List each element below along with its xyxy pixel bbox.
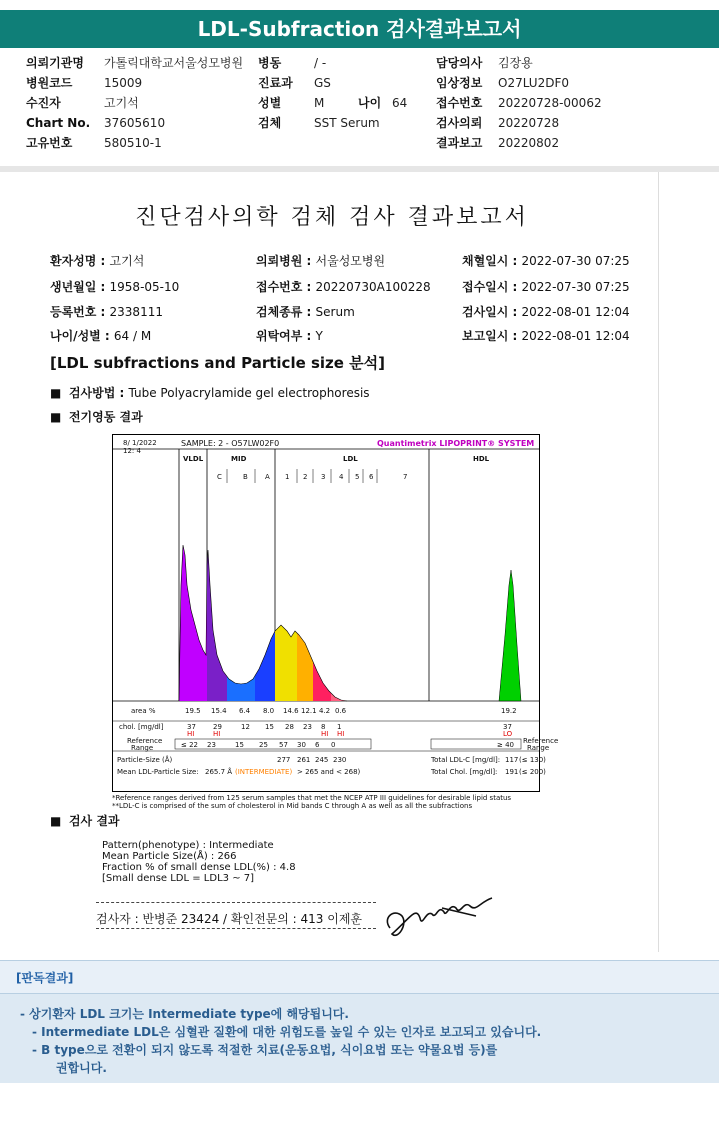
row-label-ref: Range [131,744,154,752]
particle-size-value: 261 [297,756,311,764]
reference-value: 0 [331,741,336,749]
bullet-icon: ■ [50,386,69,400]
value: 2338111 [109,305,163,319]
label: 보고일시 : [462,329,522,343]
reference-value: 30 [297,741,306,749]
result-item: [Small dense LDL = LDL3 ~ 7] [102,873,255,884]
value: / - [314,56,327,70]
row-label-chol: chol. [mg/dl] [119,723,164,731]
value: 1958-05-10 [109,280,180,294]
band-label: 3 [321,473,326,481]
interpretation-title: [판독결과] [16,971,74,985]
chol-value: 37 [187,723,196,731]
area-value: 8.0 [263,707,275,715]
band-label: 2 [303,473,308,481]
label: Chart No. [26,116,91,130]
interpretation-line: 권합니다. [56,1061,107,1075]
hdl-reference-value: ≥ 40 [497,741,514,749]
chol-value: 12 [241,723,250,731]
label: 병동 [258,56,282,70]
patient-dob [50,278,179,295]
interpretation-line: - B type으로 전환이 되지 않도록 적절한 치료(운동요법, 식이요법 또는 약물요법 등)를 [32,1043,498,1057]
label: 접수번호 [436,96,483,110]
label: 임상정보 [436,76,483,90]
area-value: 4.2 [319,707,331,715]
particle-size-value: 245 [315,756,329,764]
bullet-icon: ■ [50,410,69,424]
particle-size-value: 277 [277,756,291,764]
value: 서울성모병원 [315,254,386,268]
label: 성별 [258,96,282,110]
profile-fraction [275,625,297,701]
label: 의뢰기관명 [26,56,84,70]
chart-brand: Quantimetrix LIPOPRINT® SYSTEM [377,439,535,448]
report-title-bar: LDL-Subfraction 검사결과보고서 [0,10,719,48]
value: SST Serum [314,116,380,130]
chart-sample: SAMPLE: 2 - O57LW02F0 [181,439,280,448]
profile-fraction [179,545,207,701]
value: 20220802 [498,136,560,150]
profile-fraction [331,693,347,701]
lipoprint-chart [112,434,559,792]
patient-name [50,252,144,269]
reference-value: 15 [235,741,244,749]
req-receipt [256,278,431,295]
label: 검사방법 : [68,386,129,400]
value: 2022-08-01 12:04 [521,329,630,343]
mean-ldl-class: (INTERMEDIATE) [235,768,293,776]
result-item: Mean Particle Size(Å) : 266 [102,851,237,862]
value: 김장용 [498,56,533,70]
mean-ldl-value: 265.7 Å [205,768,233,776]
chart-time: 12: 4 [123,447,141,455]
band-label: C [217,473,222,481]
footnotes [112,794,511,810]
value: 고기석 [104,96,139,110]
value: GS [314,76,331,90]
patient-agesex [50,327,151,344]
dashed-divider [96,928,376,929]
total-chol-ref: (≤ 200) [519,768,546,776]
profile-fraction [255,631,275,701]
header-info [0,48,719,167]
band-label: 4 [339,473,344,481]
value: Tube Polyacrylamide gel electrophoresis [128,386,370,400]
particle-size-value: 230 [333,756,347,764]
date-collected [462,252,630,269]
profile-fraction [207,550,227,701]
profile-fraction [227,676,255,701]
signature-line: 검사자 : 반병준 23424 / 확인전문의 : 413 이제훈 [96,912,363,926]
reference-value: 57 [279,741,288,749]
band-label: 7 [403,473,408,481]
mean-ldl-range: > 265 and < 268) [297,768,361,776]
footnote: **LDL-C is comprised of the sum of cholesterol in Mid bands C through A as well as all the subfractions [112,802,473,810]
result-item: Fraction % of small dense LDL(%) : 4.8 [102,862,296,873]
req-hospital [256,252,385,269]
label: 고유번호 [26,136,73,150]
band-label: 6 [369,473,374,481]
label: 수진자 [26,96,61,110]
label: 환자성명 : [50,254,110,268]
report-document [6,172,659,952]
result-item: Pattern(phenotype) : Intermediate [102,840,274,851]
method-line [50,384,370,401]
band-label: A [265,473,270,481]
mean-ldl-label: Mean LDL-Particle Size: [117,768,199,776]
label: 전기영동 결과 [68,410,143,424]
footnote: *Reference ranges derived from 125 serum samples that met the NCEP ATP III guidelines for desirable lipid status [112,794,512,802]
particle-size-label: Particle-Size (Å) [117,756,173,764]
value: Y [315,329,323,343]
hdl-peak [499,570,521,701]
value: 2022-07-30 07:25 [521,254,630,268]
label: 채혈일시 : [462,254,522,268]
total-ldl-value: 117 [505,756,519,764]
total-ldl-ref: (≤ 130) [519,756,546,764]
report-title: 진단검사의학 검체 검사 결과보고서 [135,205,529,230]
hdl-chol-value: 37 [503,723,512,731]
ref-label-right: Reference [523,737,559,745]
value: 2022-07-30 07:25 [521,280,630,294]
chol-value: 28 [285,723,294,731]
chol-value: 29 [213,723,222,731]
date-tested [462,303,630,320]
label: 검사의뢰 [436,116,483,130]
value: 64 [392,96,408,110]
value: 2022-08-01 12:04 [521,305,630,319]
result-text [102,840,296,884]
value: 37605610 [104,116,166,130]
ref-box [175,739,371,749]
area-value: 6.4 [239,707,251,715]
chol-value: 15 [265,723,274,731]
label: 나이 [358,96,382,110]
result-line [50,812,120,829]
band-label: 5 [355,473,360,481]
band-label: 1 [285,473,290,481]
interpretation-panel [0,960,719,1083]
reference-value: 25 [259,741,268,749]
label: 생년월일 : [50,280,110,294]
value: 64 / M [113,329,152,343]
label: 결과보고 [436,136,483,150]
chol-value: 1 [337,723,342,731]
reference-value: 6 [315,741,320,749]
chart-svg [113,435,559,791]
date-received [462,278,630,295]
chart-date: 8/ 1/2022 [123,439,157,447]
hdl-area-value: 19.2 [501,707,517,715]
value: 고기석 [109,254,145,268]
region-label-ldl: LDL [343,455,358,463]
value: 20220728-00062 [498,96,602,110]
region-label-hdl: HDL [473,455,490,463]
label: 담당의사 [436,56,483,70]
bullet-icon: ■ [50,814,69,828]
region-label-vldl: VLDL [183,455,204,463]
date-reported [462,327,630,344]
value: M [314,96,325,110]
handwritten-signature [380,888,500,948]
value: 15009 [104,76,143,90]
band-label: B [243,473,248,481]
req-outsourced [256,327,323,344]
interpretation-header [0,961,719,994]
interpretation-line: - Intermediate LDL은 심혈관 질환에 대한 위험도를 높일 수 있는 인자로 보고되고 있습니다. [32,1025,542,1039]
area-value: 14.6 [283,707,299,715]
chol-value: 23 [303,723,312,731]
total-chol-label: Total Chol. [mg/dl]: [431,768,498,776]
label: 검사 결과 [68,814,120,828]
label: 진료과 [258,76,293,90]
req-specimen [256,303,355,320]
area-value: 0.6 [335,707,347,715]
interpretation-line: - 상기환자 LDL 크기는 Intermediate type에 해당됩니다. [20,1007,349,1021]
chol-flag: HI [213,730,221,738]
row-label-area: area % [131,707,156,715]
row-label-ref: Reference [127,737,163,745]
value: 20220728 [498,116,560,130]
label: 검체종류 : [256,305,316,319]
label: 검사일시 : [462,305,522,319]
label: 등록번호 : [50,305,110,319]
total-ldl-label: Total LDL-C [mg/dl]: [431,756,501,764]
region-label-mid: MID [231,455,247,463]
section-title: [LDL subfractions and Particle size 분석] [50,354,386,372]
dashed-divider [96,902,376,903]
label: 병원코드 [26,76,73,90]
label: 위탁여부 : [256,329,316,343]
value: Serum [315,305,355,319]
chol-flag: HI [337,730,345,738]
label: 검체 [258,116,282,130]
value: 20220730A100228 [315,280,431,294]
label: 나이/성별 : [50,329,114,343]
area-value: 12.1 [301,707,317,715]
reference-value: ≤ 22 [181,741,198,749]
chol-flag: HI [321,730,329,738]
label: 접수번호 : [256,280,316,294]
label: 의뢰병원 : [256,254,316,268]
value: O27LU2DF0 [498,76,569,90]
chol-flag: HI [187,730,195,738]
reference-value: 23 [207,741,216,749]
area-value: 19.5 [185,707,201,715]
value: 580510-1 [104,136,162,150]
chol-value: 8 [321,723,326,731]
total-chol-value: 191 [505,768,519,776]
label: 접수일시 : [462,280,522,294]
ref-label-right: Range [527,744,550,752]
hdl-chol-flag: LO [503,730,513,738]
value: 가톨릭대학교서울성모병원 [104,56,244,70]
patient-regno [50,303,163,320]
area-value: 15.4 [211,707,227,715]
electro-line [50,408,143,425]
